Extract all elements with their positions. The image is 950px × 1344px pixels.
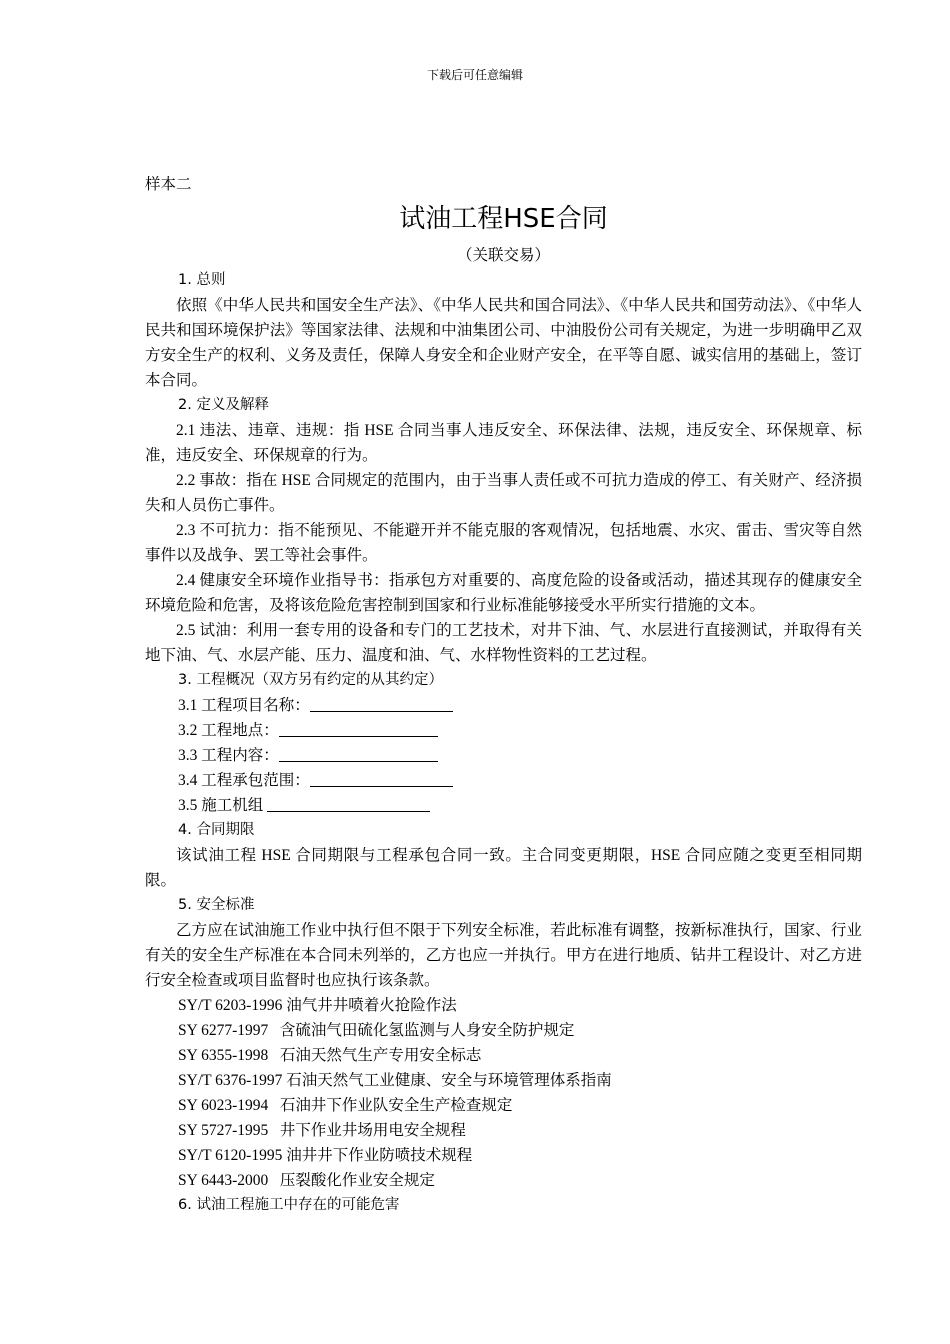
clause-2-2: 2.2 事故：指在 HSE 合同规定的范围内，由于当事人责任或不可抗力造成的停工、有关财产、经济损失和人员伤亡事件。 — [145, 472, 862, 514]
field-label: 3.2 工程地点： — [178, 722, 279, 739]
section-5-heading: 5. 安全标准 — [178, 897, 255, 913]
blank-line — [310, 695, 453, 712]
field-content — [145, 743, 862, 768]
field-label: 3.3 工程内容： — [178, 747, 279, 764]
section-1-heading: 1. 总则 — [178, 272, 226, 288]
document-body — [145, 172, 862, 1218]
document-title: 试油工程HSE合同 — [399, 204, 608, 234]
standard-item: SY 6277-1997 含硫油气田硫化氢监测与人身安全防护规定 — [178, 1022, 575, 1039]
field-project-name — [145, 693, 862, 718]
document-subtitle: （关联交易） — [456, 247, 550, 264]
clause-2-1: 2.1 违法、违章、违规：指 HSE 合同当事人违反安全、环保法律、法规，违反安全、环保规章、标准，违反安全、环保规章的行为。 — [145, 422, 862, 464]
page-header: 下载后可任意编辑 — [426, 68, 523, 82]
field-label: 3.4 工程承包范围： — [178, 772, 310, 789]
field-crew — [145, 793, 862, 818]
section-1-paragraph: 依照《中华人民共和国安全生产法》、《中华人民共和国合同法》、《中华人民共和国劳动法》、《中华人民共和国环境保护法》等国家法律、法规和中油集团公司、中油股份公司有关规定，为进一步明确甲乙双方安全生产的权利、义务及责任，保障人身安全和企业财产安全，在平等自愿、诚实信用的基础上，签订本合同。 — [145, 297, 862, 389]
standard-item: SY 6355-1998 石油天然气生产专用安全标志 — [178, 1047, 482, 1064]
field-label: 3.1 工程项目名称： — [178, 697, 310, 714]
clause-2-4: 2.4 健康安全环境作业指导书：指承包方对重要的、高度危险的设备或活动，描述其现存的健康安全环境危险和危害，及将该危险危害控制到国家和行业标准能够接受水平所实行措施的文本。 — [145, 572, 862, 614]
section-2-heading: 2. 定义及解释 — [178, 397, 269, 413]
blank-line — [279, 720, 438, 737]
section-3-heading: 3. 工程概况（双方另有约定的从其约定） — [178, 672, 443, 688]
field-label: 3.5 施工机组 — [178, 797, 264, 814]
standard-item: SY 6023-1994 石油井下作业队安全生产检查规定 — [178, 1097, 513, 1114]
section-5-paragraph: 乙方应在试油施工作业中执行但不限于下列安全标准，若此标准有调整，按新标准执行，国家、行业有关的安全生产标准在本合同未列举的，乙方也应一并执行。甲方在进行地质、钻井工程设计、对乙方进行安全检查或项目监督时也应执行该条款。 — [145, 922, 862, 989]
section-4-paragraph: 该试油工程 HSE 合同期限与工程承包合同一致。主合同变更期限，HSE 合同应随之变更至相同期限。 — [145, 847, 862, 889]
standard-item: SY/T 6376-1997 石油天然气工业健康、安全与环境管理体系指南 — [178, 1072, 612, 1089]
clause-2-3: 2.3 不可抗力：指不能预见、不能避开并不能克服的客观情况，包括地震、水灾、雷击、雪灾等自然事件以及战争、罢工等社会事件。 — [145, 522, 862, 564]
standard-item: SY 5727-1995 井下作业井场用电安全规程 — [178, 1122, 466, 1139]
section-4-heading: 4. 合同期限 — [178, 822, 255, 838]
blank-line — [310, 770, 453, 787]
standard-item: SY/T 6203-1996 油气井井喷着火抢险作法 — [178, 997, 457, 1014]
sample-label: 样本二 — [145, 176, 192, 193]
standard-item: SY 6443-2000 压裂酸化作业安全规定 — [178, 1172, 435, 1189]
standard-item: SY/T 6120-1995 油井井下作业防喷技术规程 — [178, 1147, 473, 1164]
field-scope — [145, 768, 862, 793]
section-6-heading: 6. 试油工程施工中存在的可能危害 — [178, 1197, 400, 1213]
field-location — [145, 718, 862, 743]
blank-line — [267, 795, 430, 812]
blank-line — [279, 745, 438, 762]
clause-2-5: 2.5 试油：利用一套专用的设备和专门的工艺技术，对井下油、气、水层进行直接测试，并取得有关地下油、气、水层产能、压力、温度和油、气、水样物性资料的工艺过程。 — [145, 622, 862, 664]
